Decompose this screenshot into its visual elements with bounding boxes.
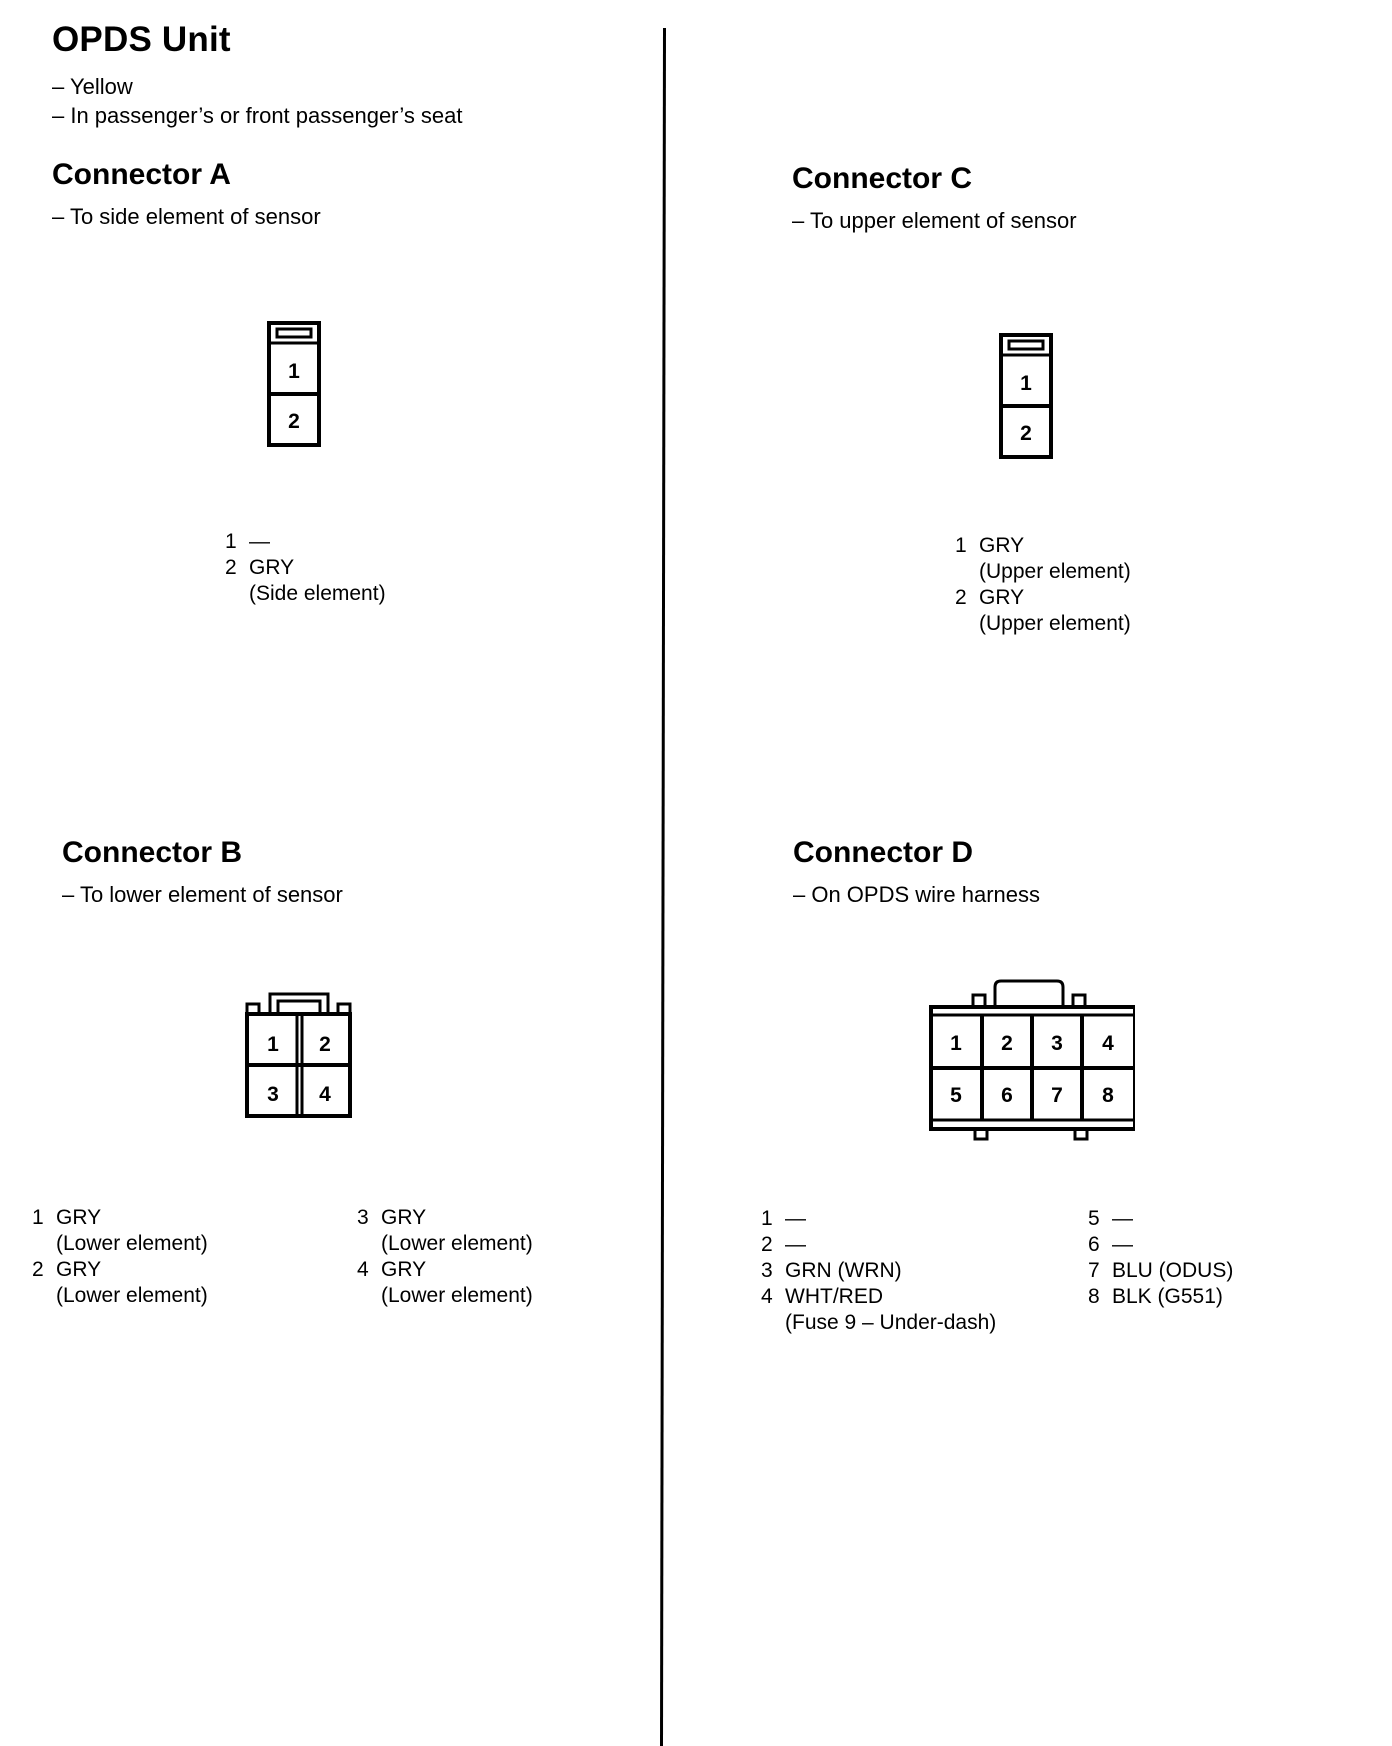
connector-b-cavity-1: 1 bbox=[267, 1033, 279, 1056]
column-divider bbox=[660, 28, 666, 1746]
pin-wire: GRY bbox=[249, 556, 295, 579]
pin-wire: BLK (G551) bbox=[1112, 1285, 1223, 1308]
pin-number: 7 bbox=[1088, 1259, 1100, 1282]
pin-wire: GRY bbox=[56, 1258, 102, 1281]
pin-row bbox=[32, 1257, 208, 1283]
connector-c-diagram bbox=[993, 330, 1059, 462]
pin-number: 2 bbox=[225, 556, 237, 579]
pin-number: 8 bbox=[1088, 1285, 1100, 1308]
connector-b-pinout-left bbox=[32, 1205, 208, 1309]
pin-row bbox=[1088, 1284, 1233, 1310]
pin-number: 1 bbox=[761, 1207, 773, 1230]
pin-note: (Fuse 9 – Under-dash) bbox=[785, 1311, 997, 1334]
pin-number: 4 bbox=[357, 1258, 369, 1281]
pin-row bbox=[955, 533, 1131, 559]
pin-row bbox=[761, 1284, 996, 1310]
pin-wire: GRY bbox=[56, 1206, 102, 1229]
pin-number: 2 bbox=[32, 1258, 44, 1281]
connector-c-subtitle: – To upper element of sensor bbox=[792, 208, 1077, 233]
pin-row bbox=[357, 1205, 533, 1231]
connector-d-diagram bbox=[925, 975, 1135, 1145]
pin-row bbox=[761, 1258, 996, 1284]
connector-d-subtitle: – On OPDS wire harness bbox=[793, 882, 1040, 907]
page-title: OPDS Unit bbox=[52, 20, 231, 59]
connector-b-subtitle: – To lower element of sensor bbox=[62, 882, 343, 907]
pin-note: (Lower element) bbox=[381, 1284, 533, 1307]
pin-note: (Lower element) bbox=[56, 1284, 208, 1307]
connector-a-pinout bbox=[225, 529, 386, 607]
pin-number: 1 bbox=[955, 534, 967, 557]
pin-note: (Upper element) bbox=[979, 560, 1131, 583]
connector-b-cavity-2: 2 bbox=[319, 1033, 331, 1056]
connector-b-title: Connector B bbox=[62, 836, 242, 869]
connector-d-pinout-left bbox=[761, 1206, 996, 1336]
connector-c-cavity-2: 2 bbox=[1020, 422, 1032, 445]
pin-number: 2 bbox=[955, 586, 967, 609]
pin-row bbox=[1088, 1258, 1233, 1284]
connector-b-cavity-4: 4 bbox=[319, 1083, 331, 1106]
pin-number: 6 bbox=[1088, 1233, 1100, 1256]
pin-wire: GRY bbox=[381, 1206, 427, 1229]
pin-row bbox=[225, 529, 386, 555]
pin-row bbox=[1088, 1206, 1233, 1232]
pin-number: 4 bbox=[761, 1285, 773, 1308]
pin-wire: BLU (ODUS) bbox=[1112, 1259, 1234, 1282]
pin-wire: — bbox=[249, 530, 270, 553]
pin-row bbox=[1088, 1232, 1233, 1258]
pin-wire: GRY bbox=[979, 586, 1025, 609]
pin-number: 3 bbox=[357, 1206, 369, 1229]
pin-row bbox=[761, 1206, 996, 1232]
pin-note: (Upper element) bbox=[979, 612, 1131, 635]
connector-d-cavity-4: 4 bbox=[1102, 1032, 1114, 1055]
connector-c-title: Connector C bbox=[792, 162, 972, 195]
connector-b-cavity-3: 3 bbox=[267, 1083, 279, 1106]
connector-b-pinout-right bbox=[357, 1205, 533, 1309]
pin-wire: — bbox=[785, 1207, 806, 1230]
pin-note: (Lower element) bbox=[381, 1232, 533, 1255]
pin-wire: GRY bbox=[979, 534, 1025, 557]
connector-c-pinout bbox=[955, 533, 1131, 637]
pin-note: (Lower element) bbox=[56, 1232, 208, 1255]
pin-number: 1 bbox=[225, 530, 237, 553]
connector-d-cavity-5: 5 bbox=[950, 1084, 962, 1107]
pin-wire: — bbox=[1112, 1207, 1133, 1230]
pin-row bbox=[357, 1257, 533, 1283]
pin-row bbox=[225, 555, 386, 581]
connector-a-cavity-1: 1 bbox=[288, 360, 300, 383]
connector-d-cavity-6: 6 bbox=[1001, 1084, 1013, 1107]
connector-d-cavity-3: 3 bbox=[1051, 1032, 1063, 1055]
unit-color: – Yellow bbox=[52, 74, 133, 99]
connector-d-pinout-right bbox=[1088, 1206, 1233, 1310]
pin-note: (Side element) bbox=[249, 582, 386, 605]
pin-wire: — bbox=[1112, 1233, 1133, 1256]
pin-row bbox=[32, 1205, 208, 1231]
connector-d-title: Connector D bbox=[793, 836, 973, 869]
connector-d-cavity-7: 7 bbox=[1051, 1084, 1063, 1107]
pin-number: 5 bbox=[1088, 1207, 1100, 1230]
pin-number: 3 bbox=[761, 1259, 773, 1282]
connector-b-diagram bbox=[240, 988, 360, 1122]
connector-a-cavity-2: 2 bbox=[288, 410, 300, 433]
pin-number: 1 bbox=[32, 1206, 44, 1229]
connector-a-subtitle: – To side element of sensor bbox=[52, 204, 321, 229]
pin-row bbox=[761, 1232, 996, 1258]
pin-wire: GRY bbox=[381, 1258, 427, 1281]
pin-row bbox=[955, 585, 1131, 611]
connector-c-cavity-1: 1 bbox=[1020, 372, 1032, 395]
connector-a-title: Connector A bbox=[52, 158, 231, 191]
connector-d-cavity-1: 1 bbox=[950, 1032, 962, 1055]
pin-number: 2 bbox=[761, 1233, 773, 1256]
unit-description bbox=[52, 72, 463, 130]
connector-d-cavity-2: 2 bbox=[1001, 1032, 1013, 1055]
unit-location: – In passenger’s or front passenger’s seat bbox=[52, 103, 463, 128]
pin-wire: — bbox=[785, 1233, 806, 1256]
connector-d-cavity-8: 8 bbox=[1102, 1084, 1114, 1107]
connector-a-diagram bbox=[262, 318, 328, 450]
pin-wire: WHT/RED bbox=[785, 1285, 883, 1308]
pin-wire: GRN (WRN) bbox=[785, 1259, 902, 1282]
